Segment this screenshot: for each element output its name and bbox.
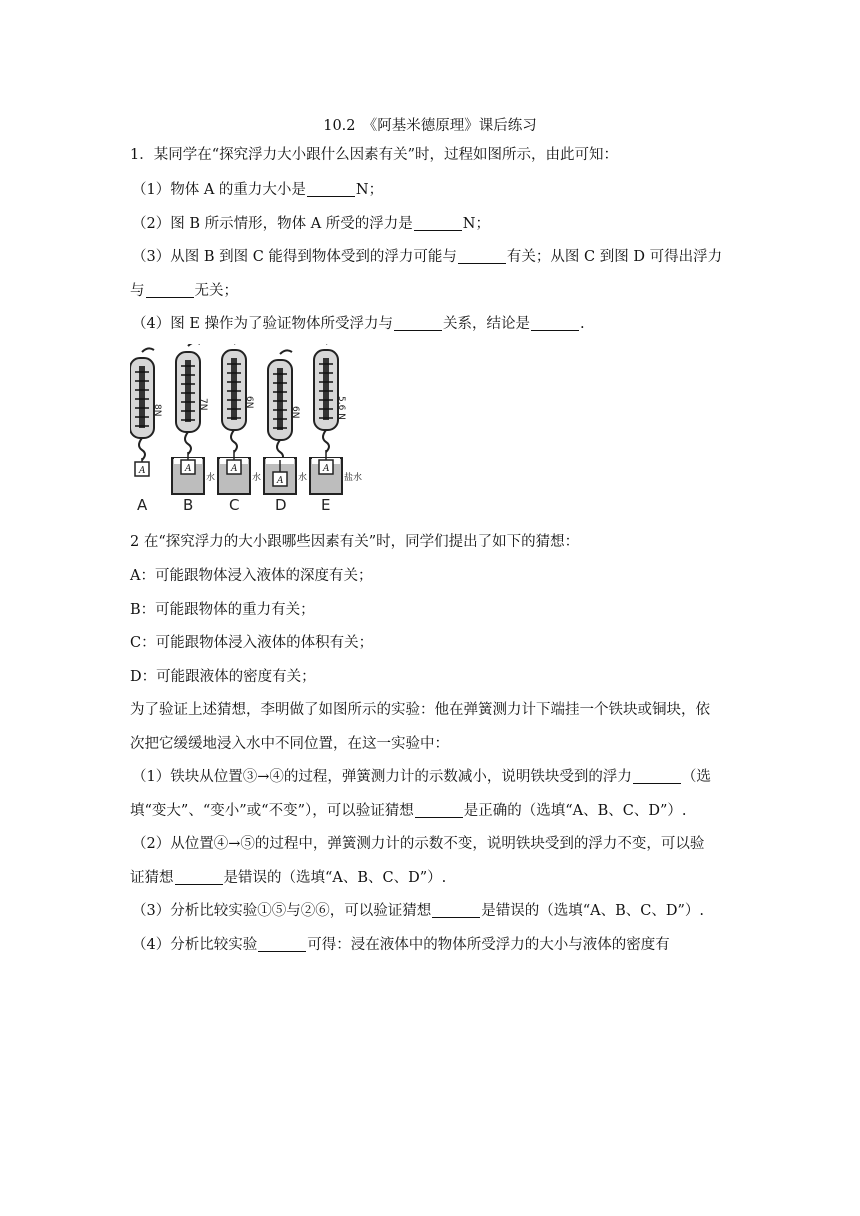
- q2-part4: [132, 935, 732, 955]
- q2-part2-text-c: 是错误的（选填“A、B、C、D”）.: [223, 870, 447, 886]
- answer-blank[interactable]: [394, 316, 442, 331]
- scale-hook: [231, 430, 237, 452]
- block-label: A: [231, 464, 238, 474]
- answer-blank[interactable]: [414, 216, 462, 231]
- q1-part3: [132, 247, 732, 267]
- answer-blank[interactable]: [146, 283, 194, 298]
- q2-intro-line2: 次把它缓缓地浸入水中不同位置，在这一实验中：: [130, 736, 449, 752]
- q2-part2-text-b: 证猜想: [130, 870, 174, 886]
- scale-hook: [185, 432, 191, 454]
- scale-panel-e: [310, 344, 362, 512]
- panel-label: C: [229, 496, 240, 512]
- block-label: A: [277, 476, 284, 486]
- q1-part1-unit: N；: [355, 182, 384, 198]
- scale-reading: 5.6 N: [336, 396, 346, 420]
- scale-hook: [139, 438, 145, 460]
- scale-reading: 7N: [198, 398, 208, 411]
- page-title: 10.2 《阿基米德原理》课后练习: [323, 118, 537, 134]
- scale-panel-d: [264, 350, 307, 512]
- q2-part1-text-d: 是正确的（选填“A、B、C、D”）.: [463, 803, 687, 819]
- q2-intro-line1: 为了验证上述猜想，李明做了如图所示的实验：他在弹簧测力计下端挂一个铁块或铜块，依: [130, 702, 710, 718]
- spring-scale-rod: [139, 366, 145, 428]
- q2-part2-cont: [130, 868, 730, 888]
- answer-blank[interactable]: [258, 937, 306, 952]
- scale-hook: [323, 430, 329, 452]
- q1-part3-cont: [130, 281, 730, 301]
- q1-part2-text: （2）图 B 所示情形，物体 A 所受的浮力是: [132, 216, 413, 232]
- q2-part4-text: （4）分析比较实验: [132, 937, 258, 953]
- q1-part3-text-d: 无关；: [194, 283, 238, 299]
- block-label: A: [185, 464, 192, 474]
- q2-part4-text-b: 可得：浸在液体中的物体所受浮力的大小与液体的密度有: [307, 937, 670, 953]
- q1-part4: [132, 314, 732, 334]
- spring-scale-rod: [231, 358, 237, 420]
- answer-blank[interactable]: [633, 769, 681, 784]
- hook-icon: [280, 350, 292, 354]
- q2-part2: （2）从位置④→⑤的过程中，弹簧测力计的示数不变，说明铁块受到的浮力不变，可以验: [132, 836, 705, 852]
- q2-guess-a: A：可能跟物体浸入液体的深度有关；: [130, 568, 373, 584]
- answer-blank[interactable]: [432, 903, 480, 918]
- q2-part1-text-c: 填“变大”、“变小”或“不变”），可以验证猜想: [130, 803, 414, 819]
- hook-icon: [188, 344, 200, 346]
- liquid-label: 盐水: [344, 473, 363, 483]
- liquid-label: 水: [298, 473, 308, 483]
- q2-part1-text-b: （选: [681, 769, 711, 785]
- hook-icon: [142, 348, 154, 352]
- spring-scale-rod: [277, 368, 283, 430]
- q2-part3-text: （3）分析比较实验①⑤与②⑥，可以验证猜想: [132, 903, 432, 919]
- q1-stem: 1．某同学在“探究浮力大小跟什么因素有关”时，过程如图所示，由此可知：: [130, 147, 619, 163]
- scale-panel-a: [130, 348, 162, 512]
- block-label: A: [323, 464, 330, 474]
- scale-reading: 6N: [244, 396, 254, 409]
- spring-scale-figure: [130, 344, 370, 512]
- q2-part3: [132, 901, 732, 921]
- answer-blank[interactable]: [307, 182, 355, 197]
- answer-blank[interactable]: [531, 316, 579, 331]
- q2-stem: 2 在“探究浮力的大小跟哪些因素有关”时，同学们提出了如下的猜想：: [130, 534, 580, 550]
- answer-blank[interactable]: [458, 249, 506, 264]
- liquid-label: 水: [252, 473, 262, 483]
- scale-panel-c: [218, 344, 261, 512]
- answer-blank[interactable]: [175, 870, 223, 885]
- q1-part3-text: （3）从图 B 到图 C 能得到物体受到的浮力可能与: [132, 249, 457, 265]
- panel-label: A: [137, 496, 148, 512]
- q1-part2-unit: N；: [462, 216, 490, 232]
- q1-part4-text-b: 关系，结论是: [443, 316, 531, 332]
- scale-panel-b: [172, 344, 215, 512]
- q2-part1-cont: [130, 801, 730, 821]
- scale-reading: 8N: [152, 404, 162, 417]
- block-label: A: [139, 466, 146, 476]
- panel-label: E: [321, 496, 331, 512]
- panel-label: D: [275, 496, 287, 512]
- q1-part4-text: （4）图 E 操作为了验证物体所受浮力与: [132, 316, 394, 332]
- q1-part3-text-b: 有关；从图 C 到图 D 可得出浮力: [506, 249, 723, 265]
- q1-part3-text-c: 与: [130, 283, 145, 299]
- scale-reading: 6N: [290, 406, 300, 419]
- q2-part1: [132, 767, 732, 787]
- spring-scale-rod: [185, 360, 191, 422]
- spring-scale-rod: [323, 358, 329, 420]
- q2-guess-c: C：可能跟物体浸入液体的体积有关；: [130, 635, 374, 651]
- q2-part1-text: （1）铁块从位置③→④的过程，弹簧测力计的示数减小，说明铁块受到的浮力: [132, 769, 632, 785]
- liquid-label: 水: [206, 473, 216, 483]
- q2-guess-b: B：可能跟物体的重力有关；: [130, 602, 315, 618]
- panel-label: B: [183, 496, 194, 512]
- q2-guess-d: D：可能跟液体的密度有关；: [130, 669, 316, 685]
- q1-part1-text: （1）物体 A 的重力大小是: [132, 182, 306, 198]
- q1-part2: [132, 214, 732, 234]
- q1-part4-end: .: [580, 316, 585, 332]
- q2-part3-text-b: 是错误的（选填“A、B、C、D”）.: [481, 903, 705, 919]
- answer-blank[interactable]: [415, 803, 463, 818]
- q1-part1: [132, 180, 732, 200]
